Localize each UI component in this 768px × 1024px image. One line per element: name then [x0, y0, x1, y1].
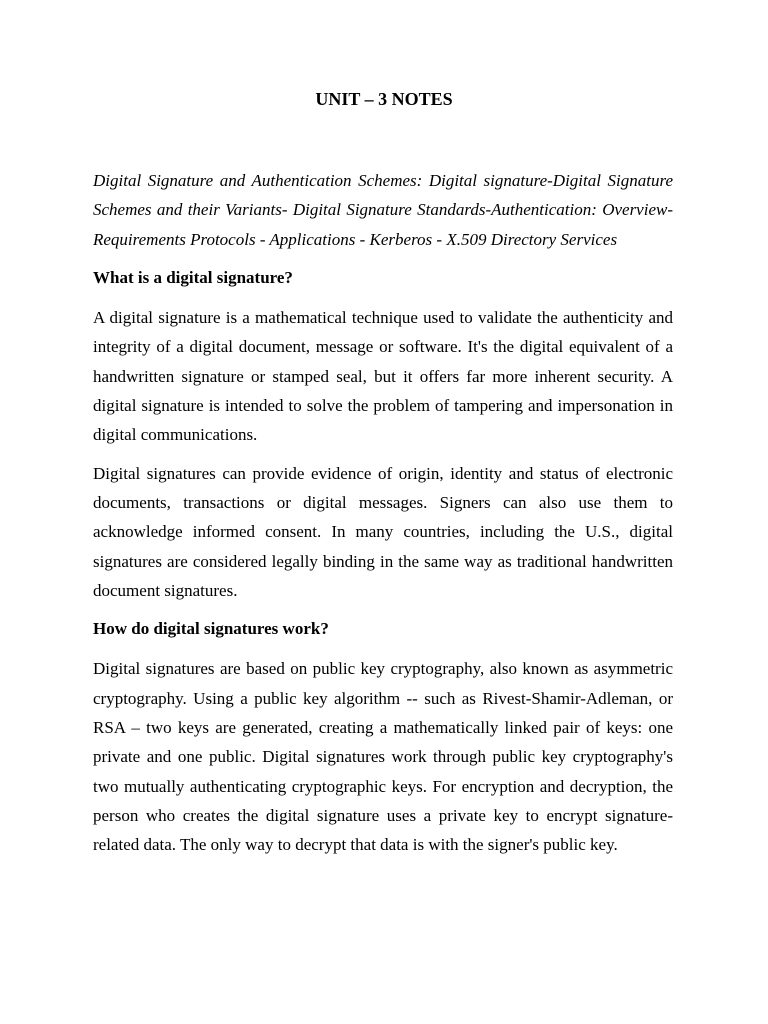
- section-paragraph: Digital signatures are based on public key cryptography, also known as asymmetric cryptography. Using a public key algorithm -- such as Rivest-Shamir-Adleman, or RSA – two keys are generated, creating a mathematically linked pair of keys: one private and one public. Digital signatures work through public key cryptography's two mutually authenticating cryptographic keys. For encryption and decryption, the person who creates the digital signature uses a private key to encrypt signature-related data. The only way to decrypt that data is with the signer's public key.: [93, 659, 673, 855]
- section-heading-how-signatures-work: How do digital signatures work?: [93, 619, 329, 639]
- section-paragraph: Digital signatures can provide evidence of origin, identity and status of electronic documents, transactions or digital messages. Signers can also use them to acknowledge informed consent. In many countries, including the U.S., digital signatures are considered legally binding in the same way as traditional handwritten document signatures.: [93, 463, 673, 600]
- document-body: [93, 166, 673, 869]
- unit-syllabus-intro: Digital Signature and Authentication Schemes: Digital signature-Digital Signature Schemes and their Variants- Digital Signature Standards-Authentication: Overview- Requirements Protocols - Applications - Kerberos - X.509 Directory Services: [93, 171, 673, 249]
- page-title: UNIT – 3 NOTES: [315, 89, 453, 109]
- section-paragraph: A digital signature is a mathematical technique used to validate the authenticity and integrity of a digital document, message or software. It's the digital equivalent of a handwritten signature or stamped seal, but it offers far more inherent security. A digital signature is intended to solve the problem of tampering and impersonation in digital communications.: [93, 308, 673, 445]
- section-heading-what-is-digital-signature: What is a digital signature?: [93, 267, 293, 287]
